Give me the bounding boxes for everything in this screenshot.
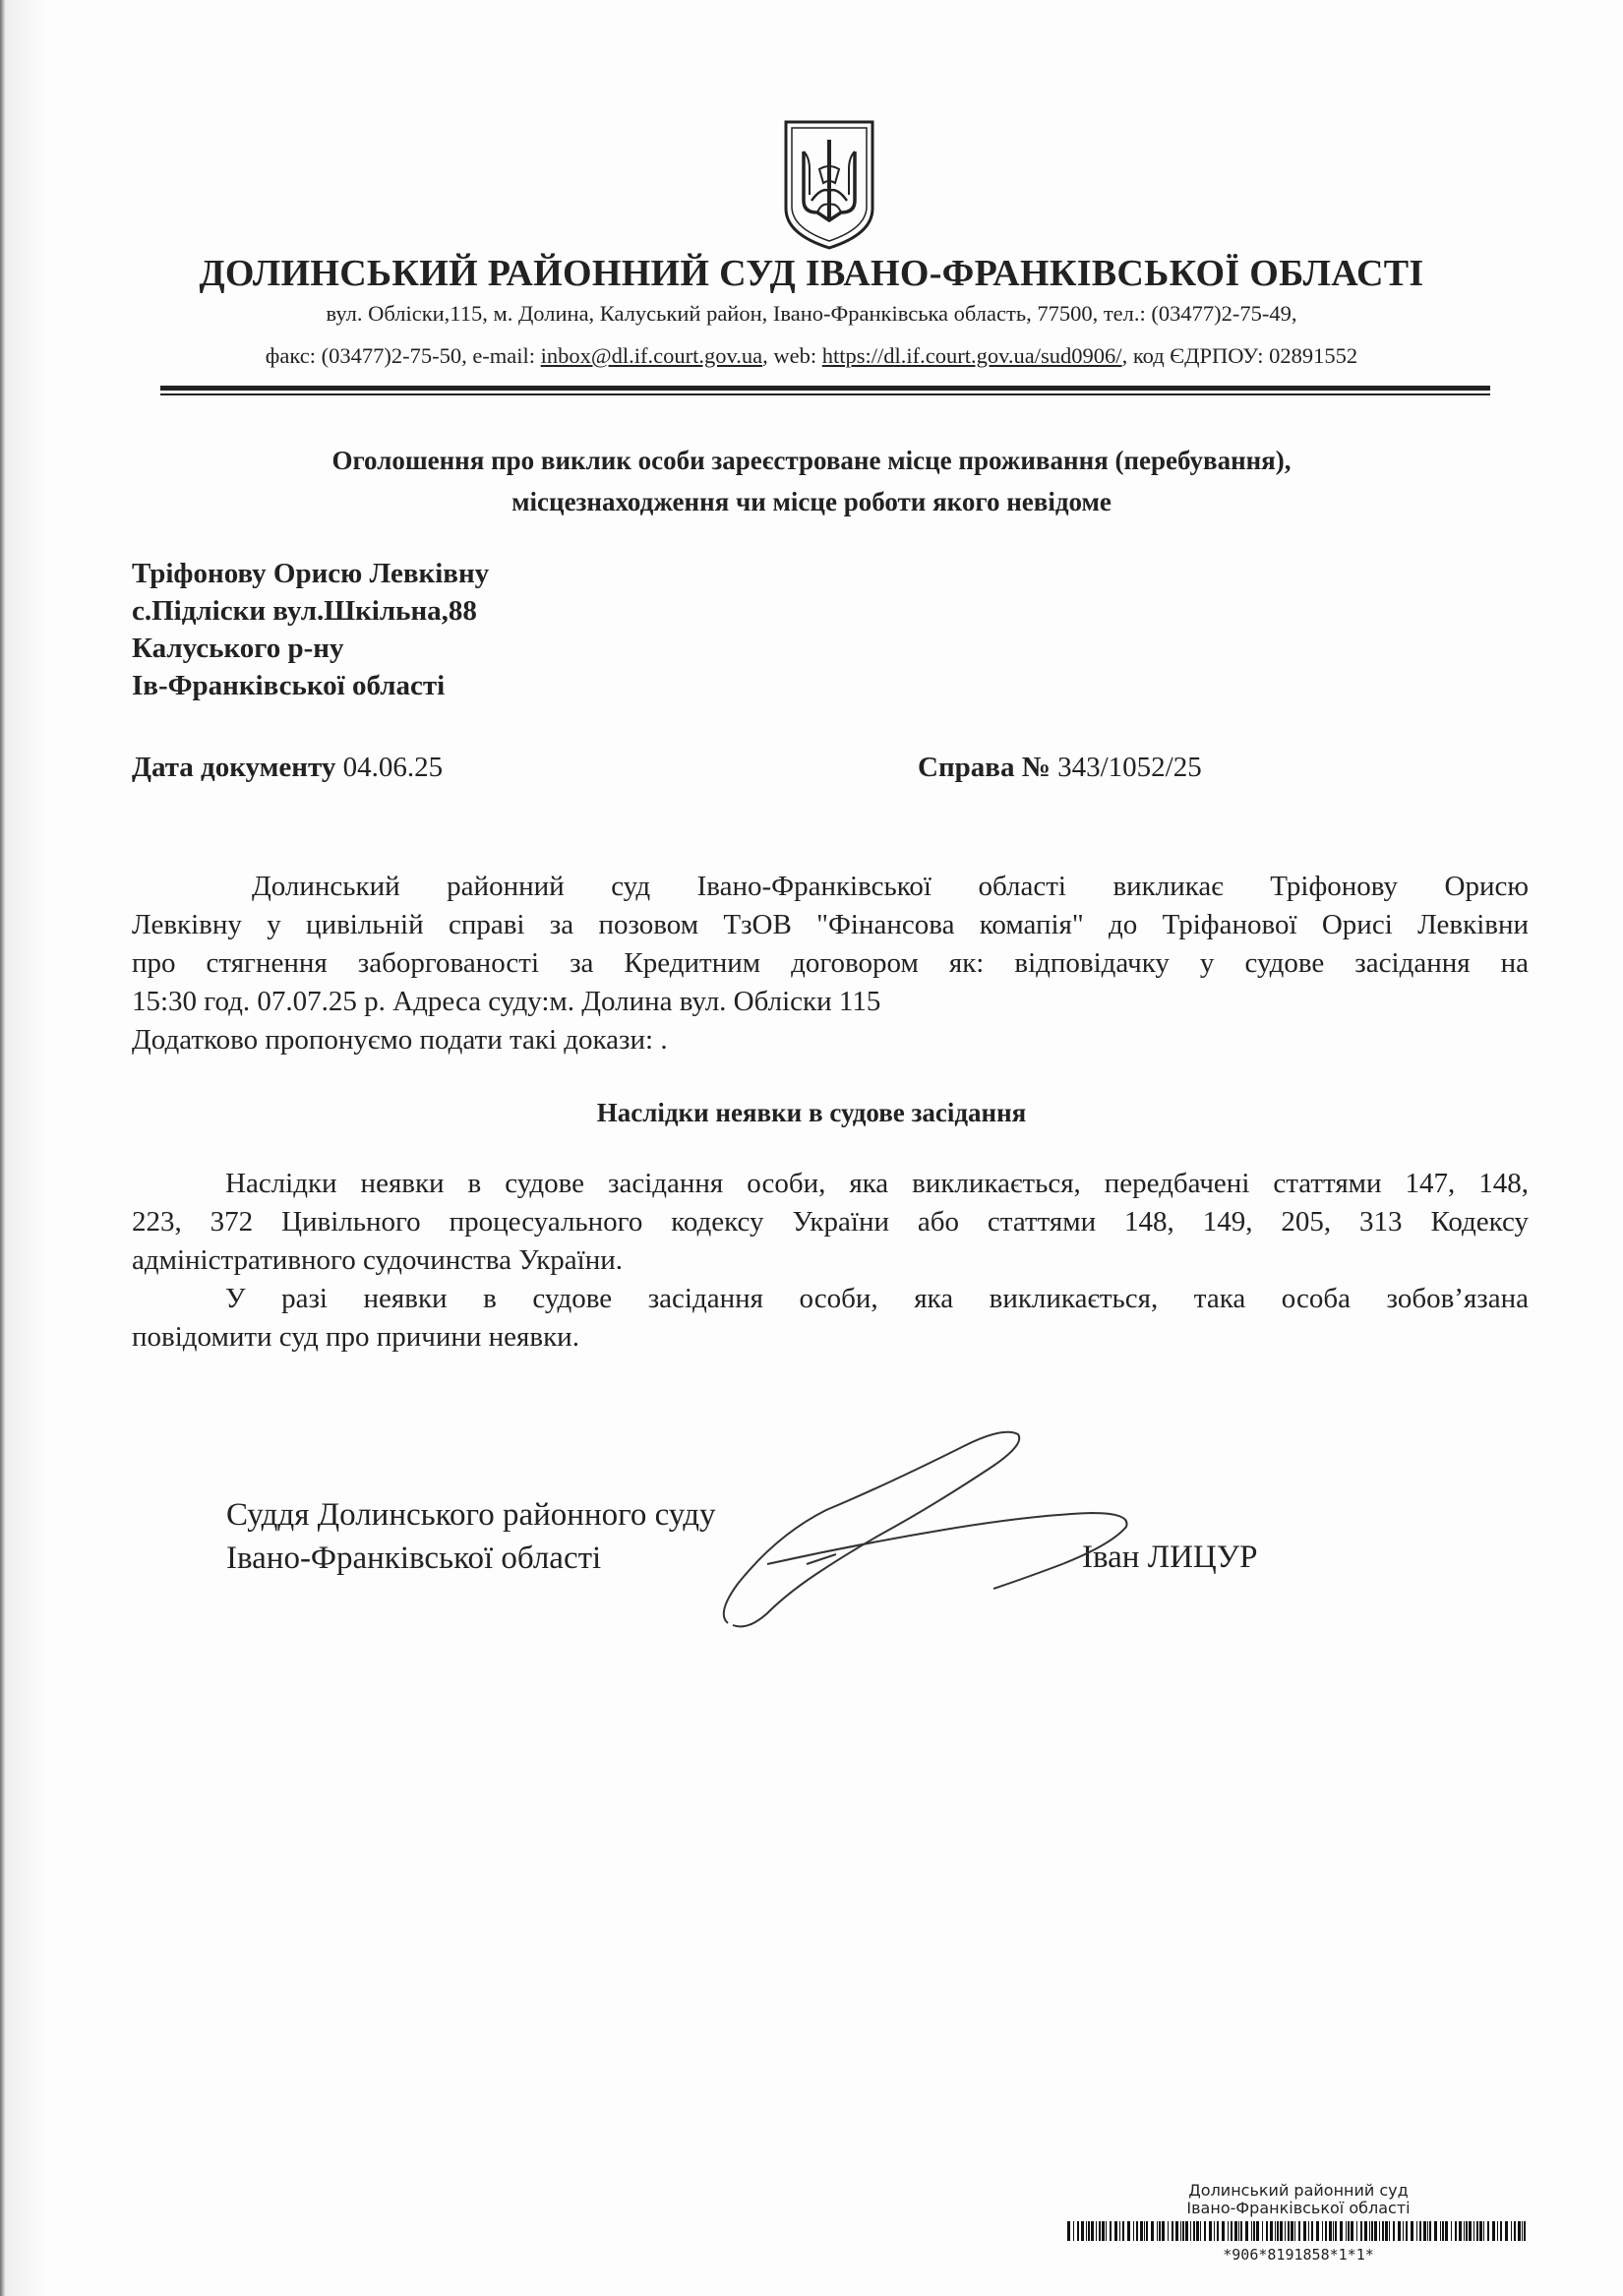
case-number — [918, 752, 1202, 784]
barcode-bar — [1398, 2221, 1401, 2241]
barcode-bar — [1403, 2221, 1404, 2241]
barcode-bar — [1500, 2221, 1502, 2241]
court-contacts — [0, 343, 1623, 369]
barcode-bar — [1146, 2221, 1148, 2241]
stamp-line: Долинський районний суд — [1188, 2181, 1409, 2200]
barcode-bar — [1168, 2221, 1169, 2241]
barcode-bar — [1256, 2221, 1259, 2241]
barcode-bar — [1473, 2221, 1474, 2241]
consequences-line: 223, 372 Цивільного процесуального кодексу України або статтями 148, 149, 205, 313 Кодексу — [132, 1206, 1529, 1238]
barcode-bar — [1451, 2221, 1452, 2241]
judge-title — [226, 1493, 716, 1580]
barcode-bar — [1151, 2221, 1154, 2241]
barcode-bar — [1102, 2221, 1105, 2241]
barcode-bar — [1253, 2221, 1255, 2241]
barcode-bar — [1423, 2221, 1426, 2241]
barcode-bar — [1322, 2221, 1323, 2241]
email-link[interactable]: inbox@dl.if.court.gov.ua — [540, 343, 763, 368]
barcode-bar — [1348, 2221, 1350, 2241]
handwritten-signature-icon — [708, 1417, 1220, 1643]
barcode-bar — [1393, 2221, 1395, 2241]
barcode-bar — [1316, 2221, 1319, 2241]
summons-line: Долинський районний суд Івано-Франківської області викликає Тріфонову Орисю — [252, 871, 1529, 902]
barcode-bar — [1136, 2221, 1138, 2241]
judge-title-line: Івано-Франківської області — [226, 1541, 602, 1576]
barcode-bar — [1234, 2221, 1237, 2241]
barcode-bar — [1360, 2221, 1362, 2241]
barcode-bar — [1127, 2221, 1130, 2241]
barcode-bar — [1469, 2221, 1472, 2241]
barcode-bar — [1182, 2221, 1184, 2241]
stamp-line: Івано-Франківської області — [1186, 2199, 1411, 2217]
judge-name: Іван ЛИЦУР — [1082, 1540, 1258, 1575]
recipient-region: Ів-Франківської області — [132, 670, 446, 701]
barcode-bar — [1487, 2221, 1489, 2241]
barcode-bar — [1464, 2221, 1465, 2241]
header-rule-thick — [160, 386, 1490, 391]
barcode-bar — [1228, 2221, 1229, 2241]
summons-line: 15:30 год. 07.07.25 р. Адреса суду:м. Долина вул. Обліски 115 — [132, 986, 881, 1017]
barcode-bar — [1180, 2221, 1181, 2241]
recipient-district: Калуського р-ну — [132, 633, 344, 664]
summons-paragraph — [132, 868, 1529, 1059]
barcode-bar — [1340, 2221, 1343, 2241]
barcode-bar — [1262, 2221, 1263, 2241]
barcode-bar — [1077, 2221, 1079, 2241]
barcode-bar — [1285, 2221, 1286, 2241]
barcode-bar — [1185, 2221, 1188, 2241]
judge-title-line: Суддя Долинського районного суду — [226, 1497, 716, 1533]
barcode-bar — [1214, 2221, 1215, 2241]
consequences-line: адміністративного судочинства України. — [132, 1244, 624, 1276]
barcode-bar — [1245, 2221, 1248, 2241]
barcode-bar — [1429, 2221, 1431, 2241]
barcode-bar — [1067, 2221, 1070, 2241]
barcode-bar — [1159, 2221, 1161, 2241]
consequences-line: У разі неявки в судове засідання особи, яка викликається, така особа зобов’язана — [225, 1283, 1529, 1314]
barcode-bar — [1204, 2221, 1206, 2241]
barcode-bar — [1270, 2221, 1273, 2241]
barcode-bar — [1238, 2221, 1239, 2241]
case-number-label: Справа № — [918, 752, 1051, 783]
barcode-bar — [1379, 2221, 1380, 2241]
barcode-bar — [1371, 2221, 1373, 2241]
barcode-bar — [1364, 2221, 1367, 2241]
barcode-bar — [1175, 2221, 1178, 2241]
barcode-bar — [1351, 2221, 1353, 2241]
barcode-bar — [1114, 2221, 1117, 2241]
barcode-bar — [1419, 2221, 1421, 2241]
barcode-bar — [1172, 2221, 1173, 2241]
barcode-bar — [1466, 2221, 1468, 2241]
web-label: , web: — [762, 343, 822, 368]
consequences-line: Наслідки неявки в судове засідання особи, яка викликається, передбачені статтями 147, 148, — [225, 1168, 1529, 1199]
notice-title-line: Оголошення про виклик особи зареєстроване місце проживання (перебування), — [331, 446, 1292, 475]
barcode-bar — [1411, 2221, 1413, 2241]
barcode-bar — [1190, 2221, 1191, 2241]
barcode-icon — [1067, 2221, 1530, 2241]
barcode-bar — [1162, 2221, 1165, 2241]
barcode-bar — [1209, 2221, 1212, 2241]
barcode-bar — [1455, 2221, 1457, 2241]
summons-line: Левківну у цивільній справі за позовом ТзОВ "Фінансова комапія" до Тріфанової Орисі Левківни — [132, 909, 1529, 940]
barcode-bar — [1091, 2221, 1094, 2241]
barcode-bar — [1081, 2221, 1084, 2241]
barcode-bar — [1335, 2221, 1337, 2241]
barcode-bar — [1374, 2221, 1377, 2241]
barcode-bar — [1325, 2221, 1327, 2241]
barcode-bar — [1440, 2221, 1441, 2241]
summons-line: про стягнення заборгованості за Кредитним договором як: відповідачку у судове засідання на — [132, 947, 1529, 979]
barcode-bar — [1434, 2221, 1437, 2241]
barcode-bar — [1416, 2221, 1417, 2241]
barcode-bar — [1479, 2221, 1482, 2241]
document-date-value: 04.06.25 — [342, 752, 444, 783]
barcode-number: *906*8191858*1*1* — [1223, 2246, 1374, 2264]
notice-title — [0, 440, 1623, 522]
barcode-bar — [1524, 2221, 1526, 2241]
barcode-bar — [1308, 2221, 1309, 2241]
barcode-bar — [1122, 2221, 1124, 2241]
barcode-bar — [1222, 2221, 1225, 2241]
barcode-bar — [1385, 2221, 1388, 2241]
consequences-heading: Наслідки неявки в судове засідання — [596, 1098, 1027, 1127]
case-number-value: 343/1052/25 — [1057, 752, 1202, 783]
recipient-street: с.Підліски вул.Шкільна,88 — [132, 595, 477, 627]
barcode-bar — [1346, 2221, 1347, 2241]
barcode-bar — [1427, 2221, 1428, 2241]
barcode-bar — [1217, 2221, 1219, 2241]
barcode-bar — [1518, 2221, 1521, 2241]
barcode-bar — [1110, 2221, 1112, 2241]
trident-coat-of-arms-icon — [782, 118, 876, 252]
recipient-address — [132, 555, 489, 704]
court-name: ДОЛИНСЬКИЙ РАЙОННИЙ СУД ІВАНО-ФРАНКІВСЬКОЇ ОБЛАСТІ — [199, 253, 1424, 294]
barcode-bar — [1333, 2221, 1334, 2241]
barcode-bar — [1277, 2221, 1279, 2241]
barcode-bar — [1522, 2221, 1523, 2241]
barcode-bar — [1514, 2221, 1516, 2241]
barcode-bar — [1133, 2221, 1134, 2241]
barcode-bar — [1389, 2221, 1390, 2241]
barcode-bar — [1497, 2221, 1498, 2241]
consequences-paragraph — [132, 1165, 1529, 1357]
barcode-bar — [1369, 2221, 1370, 2241]
barcode-bar — [1144, 2221, 1145, 2241]
web-link[interactable]: https://dl.if.court.gov.ua/sud0906/ — [821, 343, 1122, 368]
barcode-bar — [1088, 2221, 1090, 2241]
barcode-bar — [1157, 2221, 1158, 2241]
barcode-bar — [1505, 2221, 1508, 2241]
barcode-bar — [1086, 2221, 1087, 2241]
barcode-bar — [1298, 2221, 1300, 2241]
barcode-bar — [1294, 2221, 1295, 2241]
recipient-name: Тріфонову Орисю Левківну — [132, 558, 490, 589]
barcode-bar — [1280, 2221, 1283, 2241]
header-rule-thin — [160, 393, 1490, 395]
barcode-bar — [1291, 2221, 1293, 2241]
barcode-bar — [1073, 2221, 1074, 2241]
barcode-bar — [1303, 2221, 1306, 2241]
barcode-bar — [1492, 2221, 1495, 2241]
notice-title-line: місцезнаходження чи місце роботи якого невідоме — [511, 487, 1112, 516]
barcode-bar — [1288, 2221, 1290, 2241]
barcode-bar — [1511, 2221, 1512, 2241]
barcode-bar — [1483, 2221, 1484, 2241]
barcode-bar — [1193, 2221, 1195, 2241]
consequences-line: повідомити суд про причини неявки. — [132, 1321, 579, 1353]
barcode-bar — [1099, 2221, 1101, 2241]
barcode-bar — [1231, 2221, 1232, 2241]
barcode-bar — [1311, 2221, 1313, 2241]
barcode-bar — [1442, 2221, 1444, 2241]
fax-label: факс: (03477)2-75-50, e-mail: — [265, 343, 541, 368]
barcode-bar — [1096, 2221, 1097, 2241]
barcode-bar — [1275, 2221, 1276, 2241]
evidence-request-line: Додатково пропонуємо подати такі докази: . — [132, 1024, 668, 1056]
barcode-bar — [1476, 2221, 1478, 2241]
barcode-bar — [1459, 2221, 1462, 2241]
registry-stamp — [1067, 2182, 1530, 2217]
barcode-bar — [1251, 2221, 1252, 2241]
barcode-bar — [1196, 2221, 1199, 2241]
edrpou-code: , код ЄДРПОУ: 02891552 — [1121, 343, 1358, 368]
barcode-bar — [1445, 2221, 1448, 2241]
barcode-bar — [1356, 2221, 1357, 2241]
barcode-bar — [1200, 2221, 1201, 2241]
court-address: вул. Обліски,115, м. Долина, Калуський район, Івано-Франківська область, 77500, тел.: (03477)2-75-49, — [326, 301, 1297, 326]
barcode-bar — [1406, 2221, 1408, 2241]
barcode-bar — [1106, 2221, 1107, 2241]
barcode-bar — [1240, 2221, 1242, 2241]
barcode-bar — [1329, 2221, 1332, 2241]
barcode-bar — [1266, 2221, 1268, 2241]
barcode-bar — [1119, 2221, 1120, 2241]
document-date-label: Дата документу — [132, 752, 336, 783]
document-date — [132, 752, 443, 784]
barcode-bar — [1382, 2221, 1384, 2241]
barcode-bar — [1140, 2221, 1143, 2241]
